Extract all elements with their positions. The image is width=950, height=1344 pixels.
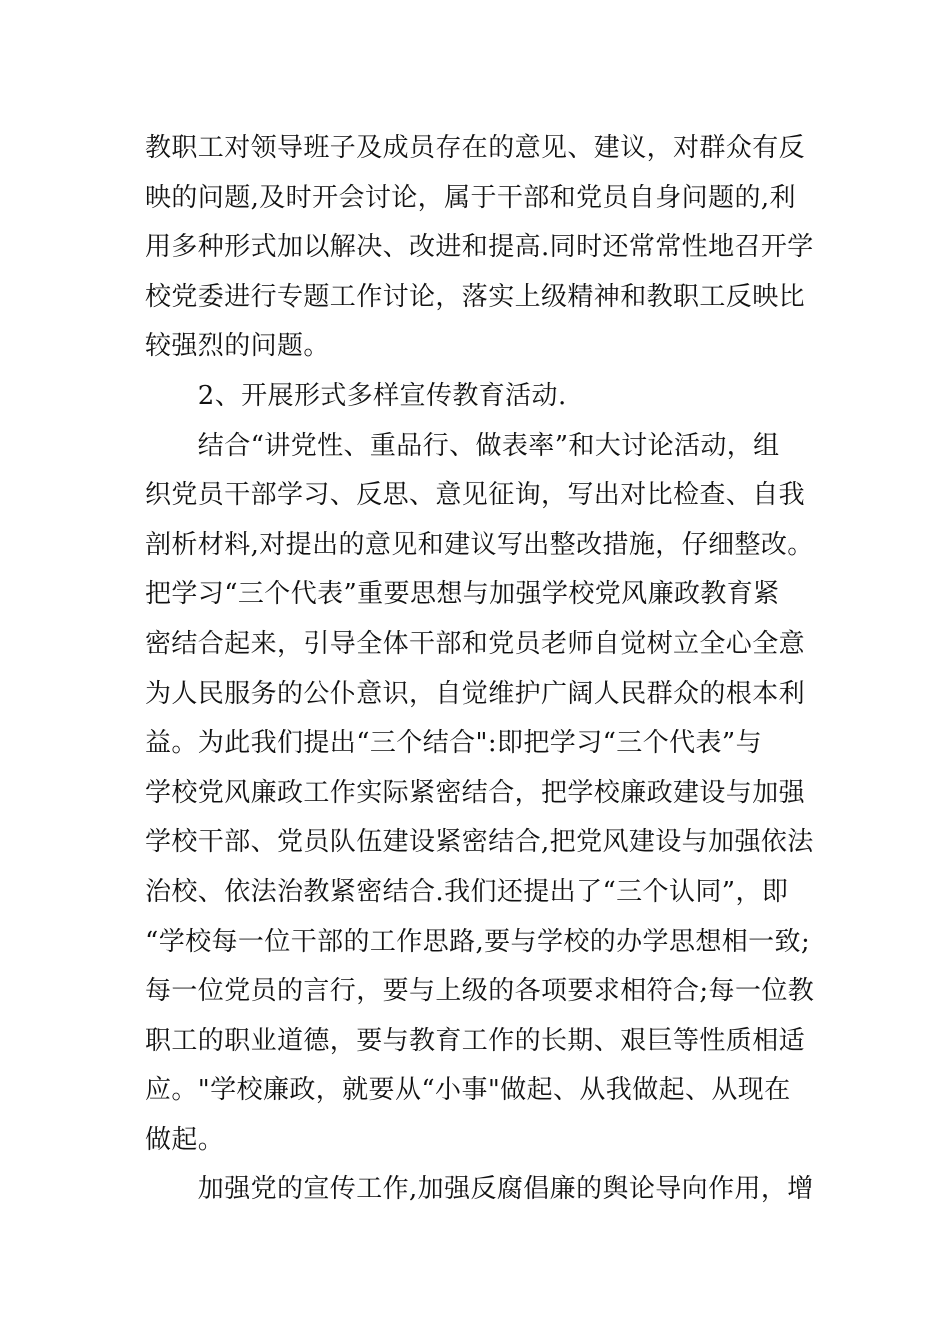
text-line: 每一位党员的言行，要与上级的各项要求相符合;每一位教 [145,976,815,1007]
text-line: 织党员干部学习、反思、意见征询，写出对比检查、自我 [145,480,806,511]
text-line: 校党委进行专题工作讨论，落实上级精神和教职工反映比 [145,281,806,312]
body-text [145,124,825,1215]
text-line: 职工的职业道德，要与教育工作的长期、艰巨等性质相适 [145,1025,806,1056]
text-line: 教职工对领导班子及成员存在的意见、建议，对群众有反 [145,133,806,163]
text-line: 结合“讲党性、重品行、做表率”和大讨论活动，组 [145,430,780,461]
text-line: 密结合起来，引导全体干部和党员老师自觉树立全心全意 [145,628,806,659]
text-line: 治校、依法治教紧密结合.我们还提出了“三个认同”，即 [145,876,789,907]
text-line: 把学习“三个代表”重要思想与加强学校党风廉政教育紧 [145,579,780,610]
text-line: 益。为此我们提出“三个结合":即把学习“三个代表”与 [145,728,762,759]
text-line: 应。"学校廉政，就要从“小事"做起、从我做起、从现在 [145,1075,791,1106]
text-line: 学校党风廉政工作实际紧密结合，把学校廉政建设与加强 [145,777,806,808]
text-line: 剖析材料,对提出的意见和建议写出整改措施，仔细整改。 [145,529,814,560]
text-line: 映的问题,及时开会讨论，属于干部和党员自身问题的,利 [145,182,796,213]
text-line: 用多种形式加以解决、改进和提高.同时还常常性地召开学 [145,232,814,263]
text-line: 做起。 [145,1124,225,1155]
text-line: “学校每一位干部的工作思路,要与学校的办学思想相一致; [145,926,811,957]
text-line: 为人民服务的公仆意识，自觉维护广阔人民群众的根本利 [145,678,806,709]
text-line: 较强烈的问题。 [145,331,330,362]
text-line: 学校干部、党员队伍建设紧密结合,把党风建设与加强依法 [145,827,814,858]
section-heading: 2、开展形式多样宣传教育活动. [145,380,567,411]
text-line: 加强党的宣传工作,加强反腐倡廉的舆论导向作用，增 [145,1174,814,1205]
